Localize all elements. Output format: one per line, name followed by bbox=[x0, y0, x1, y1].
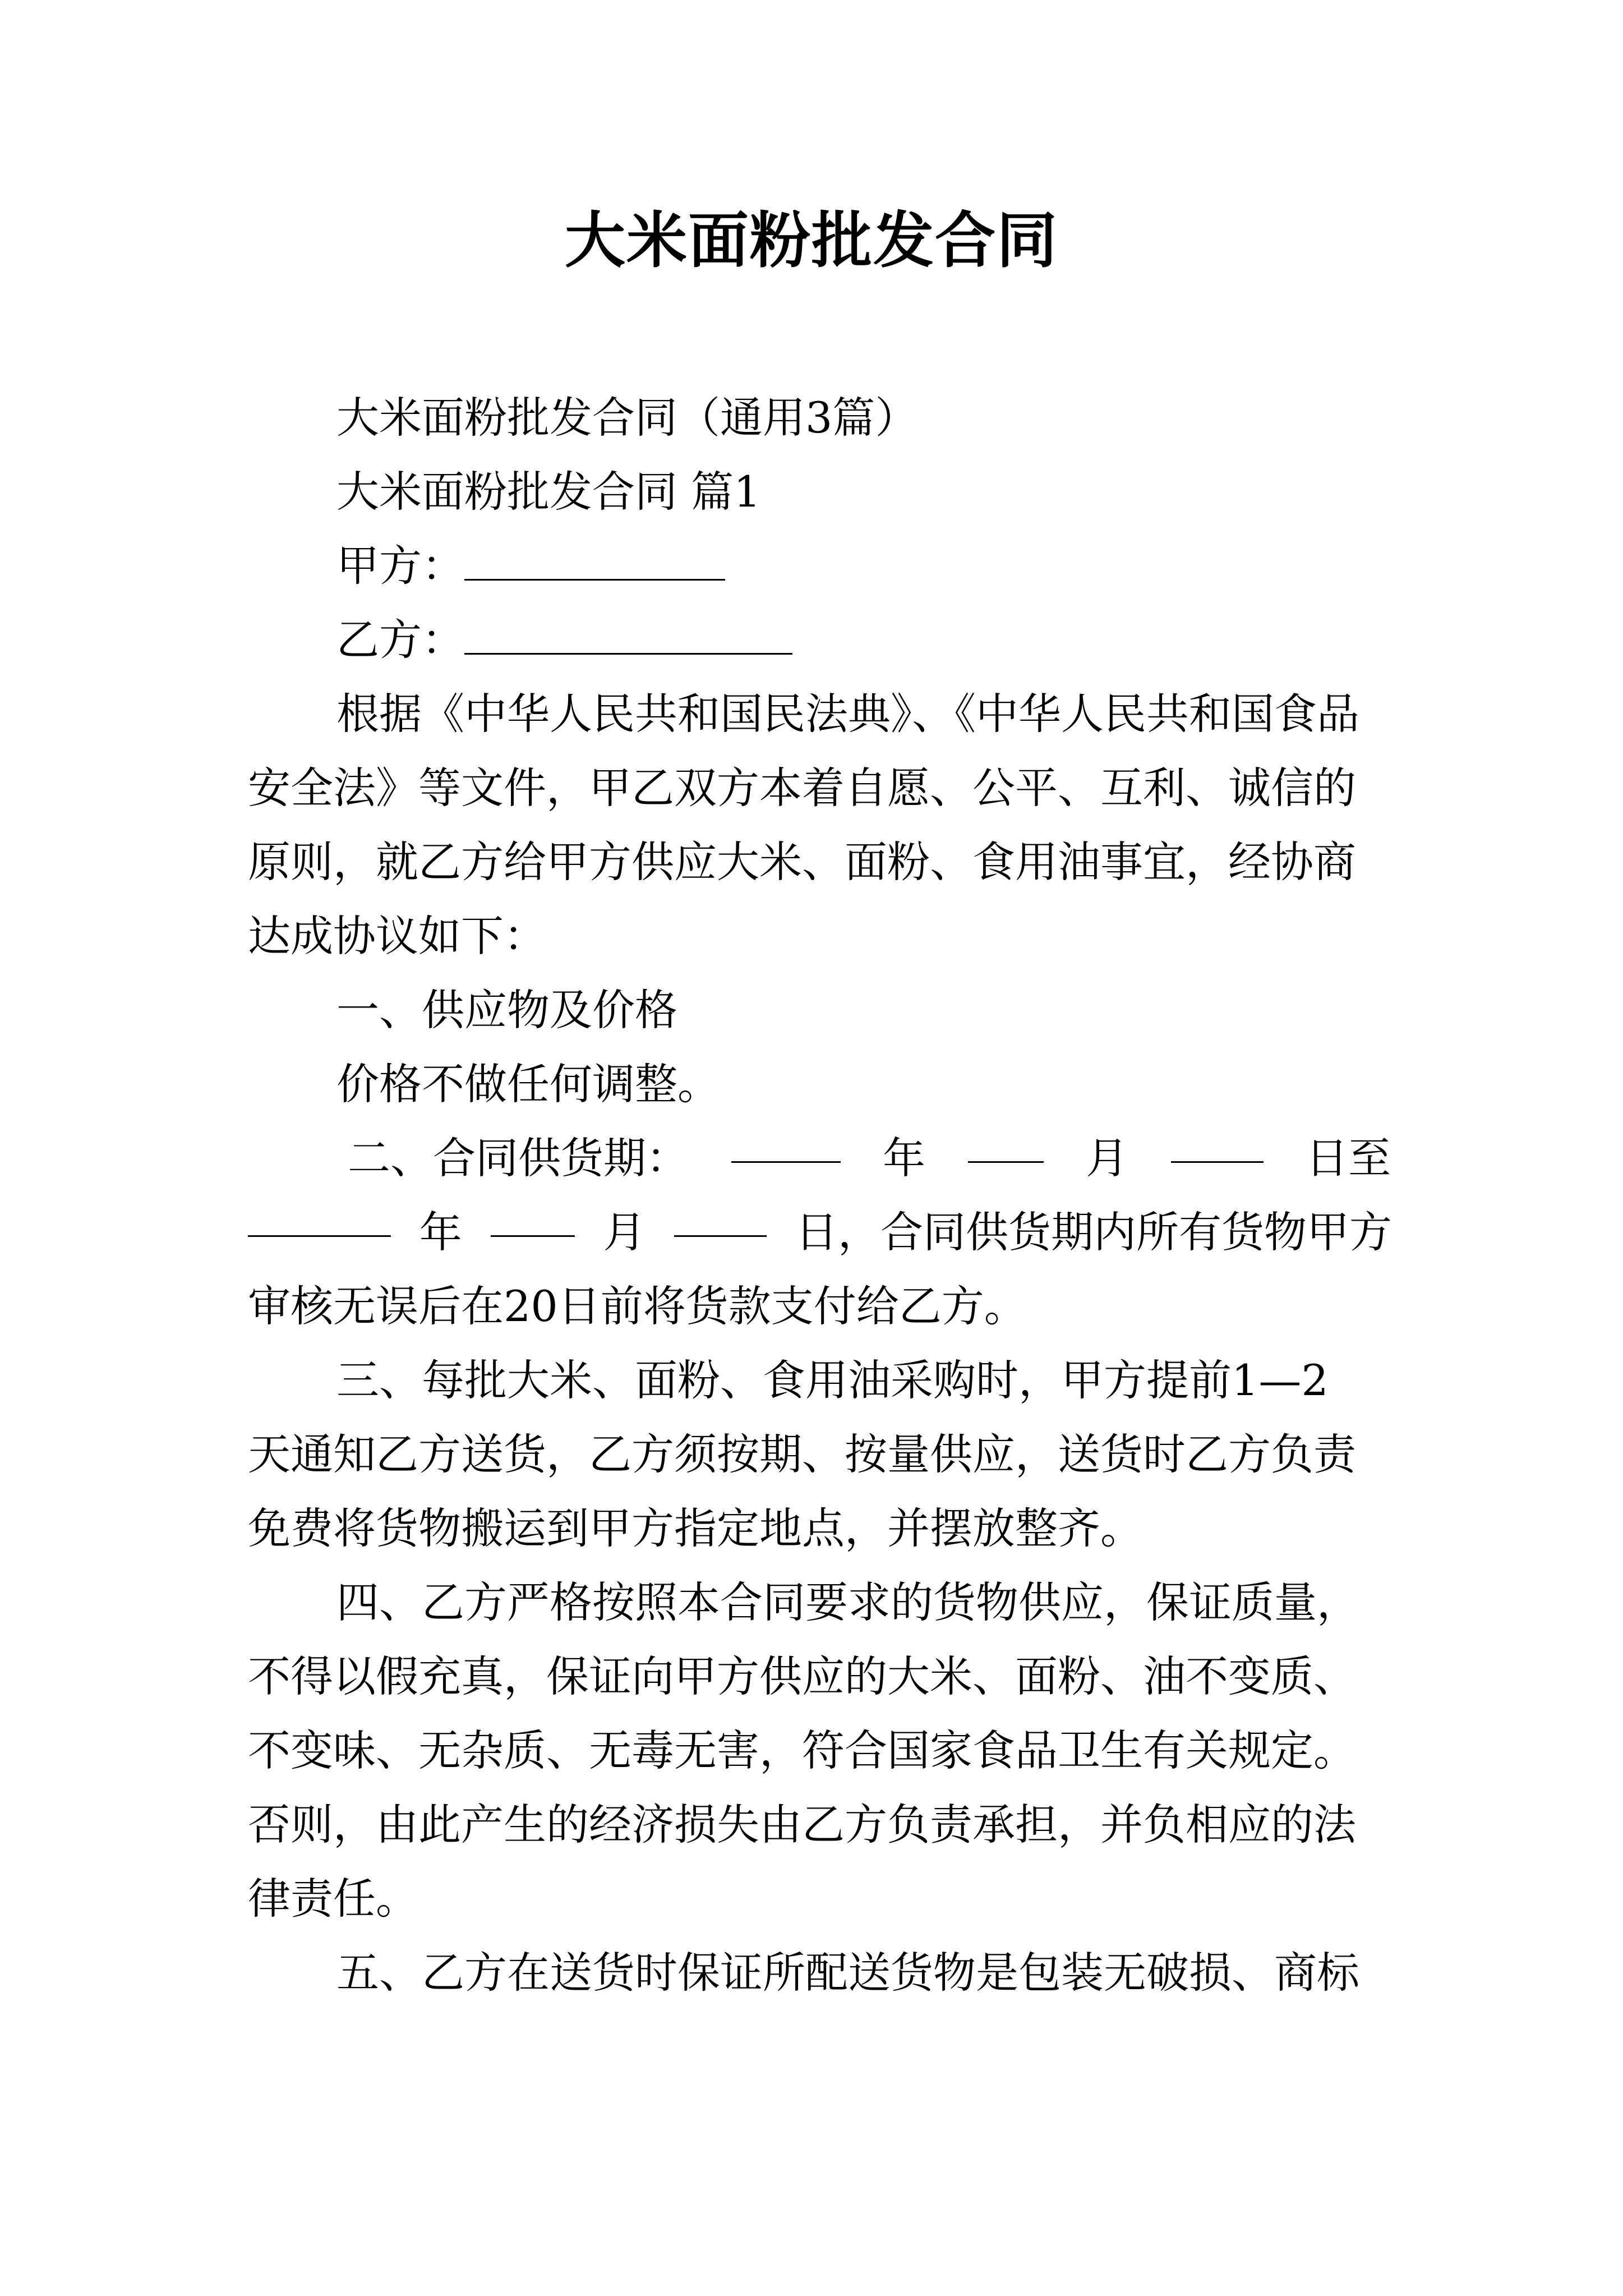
clause-heading: 一、供应物及价格 bbox=[336, 985, 677, 1035]
paragraph-line: 免费将货物搬运到甲方指定地点，并摆放整齐。 bbox=[248, 1503, 1143, 1553]
paragraph-line: 不变味、无杂质、无毒无害，符合国家食品卫生有关规定。 bbox=[248, 1726, 1356, 1775]
document-subtitle: 大米面粉批发合同（通用3篇） bbox=[336, 393, 918, 443]
paragraph-line: 五、乙方在送货时保证所配送货物是包装无破损、商标 bbox=[336, 1948, 1359, 1998]
supply-period-text: 日，合同供货期内所有货物甲方 bbox=[795, 1207, 1392, 1257]
party-b-line bbox=[336, 609, 1481, 671]
date-blank bbox=[674, 1202, 767, 1237]
paragraph-line: 不得以假充真，保证向甲方供应的大米、面粉、油不变质、 bbox=[248, 1651, 1356, 1701]
party-a-line bbox=[336, 535, 1481, 597]
paragraph-line: 根据《中华人民共和国民法典》、《中华人民共和国食品 bbox=[336, 689, 1359, 739]
party-a-label: 甲方： bbox=[336, 541, 464, 591]
section-heading: 大米面粉批发合同 篇1 bbox=[336, 467, 761, 517]
party-b-blank bbox=[464, 619, 792, 655]
date-month-label: 月 bbox=[603, 1207, 646, 1257]
document-title: 大米面粉批发合同 bbox=[564, 206, 1058, 276]
supply-period-line-1 bbox=[348, 1128, 1391, 1189]
date-month-label: 月 bbox=[1086, 1133, 1128, 1183]
date-blank bbox=[248, 1202, 391, 1237]
date-year-label: 年 bbox=[883, 1133, 925, 1183]
paragraph-line: 审核无误后在20日前将货款支付给乙方。 bbox=[248, 1281, 1027, 1331]
paragraph-line: 三、每批大米、面粉、食用油采购时，甲方提前1—2 bbox=[336, 1355, 1329, 1405]
paragraph-line: 否则，由此产生的经济损失由乙方负责承担，并负相应的法 bbox=[248, 1800, 1356, 1849]
paragraph-line: 原则，就乙方给甲方供应大米、面粉、食用油事宜，经协商 bbox=[248, 837, 1356, 887]
party-a-blank bbox=[464, 545, 725, 581]
paragraph-line: 价格不做任何调整。 bbox=[336, 1059, 720, 1109]
paragraph-line: 达成协议如下： bbox=[248, 911, 546, 961]
paragraph-line: 天通知乙方送货，乙方须按期、按量供应，送货时乙方负责 bbox=[248, 1429, 1356, 1479]
date-year-label: 年 bbox=[419, 1207, 462, 1257]
party-b-label: 乙方： bbox=[336, 615, 464, 665]
date-day-to-label: 日至 bbox=[1306, 1133, 1391, 1183]
paragraph-line: 安全法》等文件，甲乙双方本着自愿、公平、互利、诚信的 bbox=[248, 763, 1356, 813]
date-blank bbox=[1171, 1128, 1264, 1163]
supply-period-line-2 bbox=[248, 1202, 1392, 1263]
paragraph-line: 四、乙方严格按照本合同要求的货物供应，保证质量， bbox=[336, 1577, 1359, 1627]
date-blank bbox=[491, 1202, 575, 1237]
supply-period-label: 二、合同供货期： bbox=[348, 1133, 689, 1183]
paragraph-line: 律责任。 bbox=[248, 1874, 418, 1924]
date-blank bbox=[731, 1128, 841, 1163]
date-blank bbox=[968, 1128, 1044, 1163]
